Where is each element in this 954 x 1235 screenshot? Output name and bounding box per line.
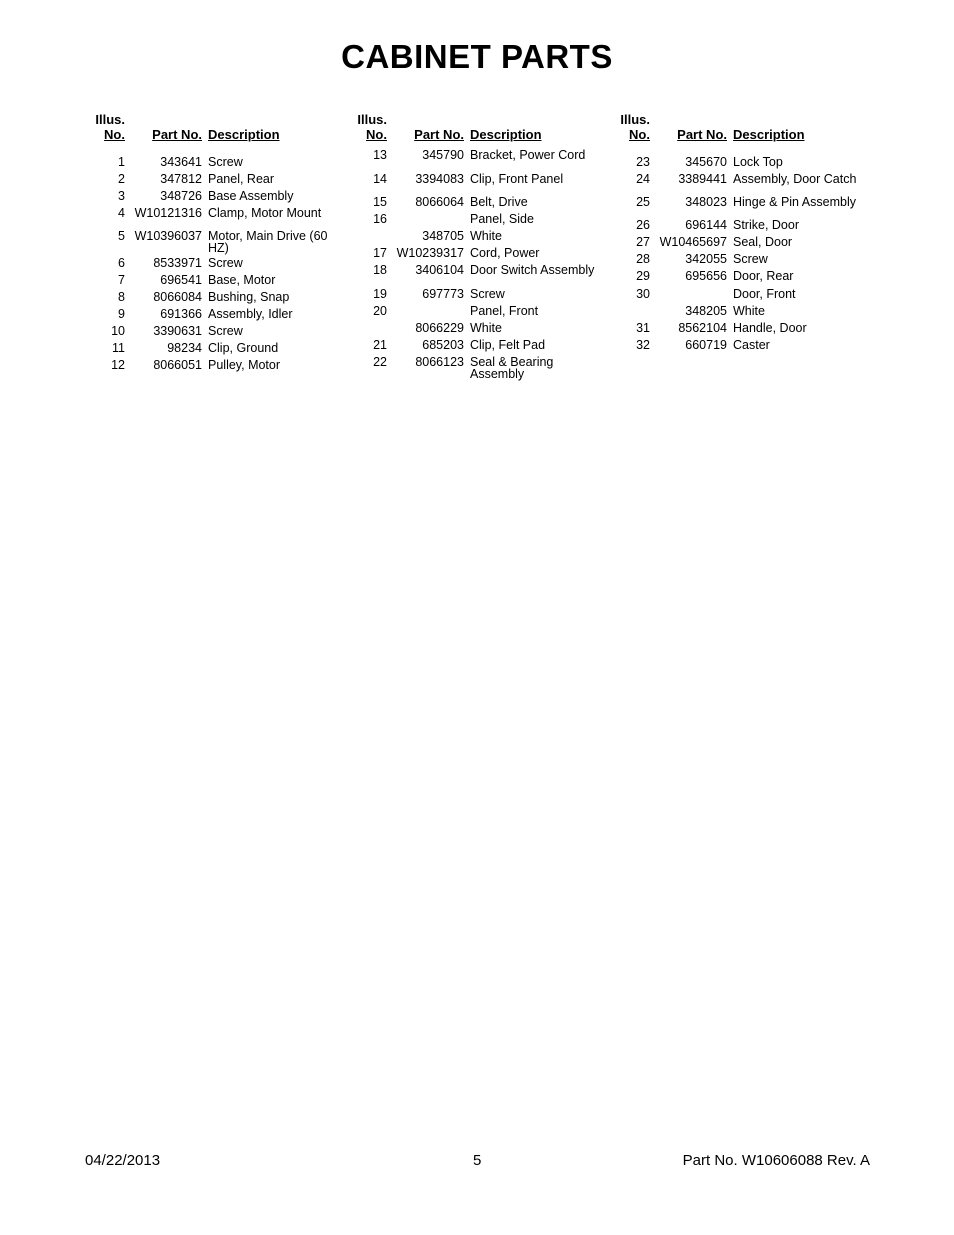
part-number: 8066084 (153, 290, 202, 304)
header-part-no-label: Part No. (414, 127, 464, 142)
illus-no: 21 (373, 338, 387, 352)
part-description: White (733, 304, 765, 318)
part-number: 685203 (422, 338, 464, 352)
part-number: 3394083 (415, 172, 464, 186)
part-number: 8066051 (153, 358, 202, 372)
part-number: W10121316 (134, 206, 202, 220)
illus-no: 27 (636, 235, 650, 249)
illus-no: 24 (636, 172, 650, 186)
header-description-label: Description (208, 127, 280, 142)
footer-page-number: 5 (473, 1152, 482, 1169)
header-illus: Illus. (620, 112, 650, 127)
illus-no: 29 (636, 269, 650, 283)
illus-no: 17 (373, 246, 387, 260)
part-description: White (470, 321, 502, 335)
illus-no: 4 (118, 206, 125, 220)
part-description: Strike, Door (733, 218, 799, 232)
illus-no: 19 (373, 287, 387, 301)
part-description: Belt, Drive (470, 195, 528, 209)
part-number: 696541 (160, 273, 202, 287)
illus-no: 5 (118, 229, 125, 243)
illus-no: 10 (111, 324, 125, 338)
header-part-no-label: Part No. (677, 127, 727, 142)
illus-no: 6 (118, 256, 125, 270)
part-number: 348205 (685, 304, 727, 318)
part-description: Motor, Main Drive (60 HZ) (208, 229, 328, 255)
part-description: Base, Motor (208, 273, 276, 287)
part-description: Seal & Bearing Assembly (470, 355, 554, 381)
part-description: Screw (208, 324, 243, 338)
part-number: 695656 (685, 269, 727, 283)
illus-no: 2 (118, 172, 125, 186)
illus-no: 15 (373, 195, 387, 209)
part-number: 696144 (685, 218, 727, 232)
part-description: Door Switch Assembly (470, 263, 595, 277)
header-no (347, 127, 387, 142)
header-description-label: Description (470, 127, 542, 142)
illus-no: 26 (636, 218, 650, 232)
illus-no: 7 (118, 273, 125, 287)
part-description: Bushing, Snap (208, 290, 290, 304)
illus-no: 16 (373, 212, 387, 226)
part-number: 342055 (685, 252, 727, 266)
illus-no: 13 (373, 148, 387, 162)
part-description: Seal, Door (733, 235, 793, 249)
illus-no: 12 (111, 358, 125, 372)
header-part-no (145, 127, 202, 142)
part-number: 8562104 (678, 321, 727, 335)
header-part-no (407, 127, 464, 142)
illus-no: 8 (118, 290, 125, 304)
part-description: Clip, Front Panel (470, 172, 564, 186)
illus-no: 14 (373, 172, 387, 186)
part-description: Hinge & Pin Assembly (733, 195, 856, 209)
part-description: Assembly, Door Catch (733, 172, 857, 186)
header-description (733, 127, 805, 142)
illus-no: 25 (636, 195, 650, 209)
part-number: 348726 (160, 189, 202, 203)
page-title: CABINET PARTS (341, 38, 613, 75)
header-illus: Illus. (95, 112, 125, 127)
part-description: Pulley, Motor (208, 358, 281, 372)
part-number: W10465697 (659, 235, 727, 249)
part-description: Lock Top (733, 155, 783, 169)
header-no (610, 127, 650, 142)
illus-no: 31 (636, 321, 650, 335)
part-description: Door, Front (733, 287, 796, 301)
part-number: 343641 (160, 155, 202, 169)
header-illus: Illus. (357, 112, 387, 127)
part-description: Cord, Power (470, 246, 540, 260)
header-no-label: No. (104, 127, 125, 142)
part-number: 348705 (422, 229, 464, 243)
illus-no: 9 (118, 307, 125, 321)
part-number: W10239317 (396, 246, 464, 260)
illus-no: 3 (118, 189, 125, 203)
header-part-no (670, 127, 727, 142)
header-description (470, 127, 542, 142)
part-description: Clip, Felt Pad (470, 338, 546, 352)
part-description: Caster (733, 338, 770, 352)
part-description: Panel, Front (470, 304, 539, 318)
part-description: Screw (208, 256, 243, 270)
part-number: 697773 (422, 287, 464, 301)
part-description: Screw (733, 252, 768, 266)
part-number: 348023 (685, 195, 727, 209)
part-number: 691366 (160, 307, 202, 321)
header-description-label: Description (733, 127, 805, 142)
part-description: Handle, Door (733, 321, 807, 335)
header-part-no-label: Part No. (152, 127, 202, 142)
part-description: Panel, Rear (208, 172, 275, 186)
header-description (208, 127, 280, 142)
header-no (85, 127, 125, 142)
illus-no: 1 (118, 155, 125, 169)
header-no-label: No. (629, 127, 650, 142)
part-description: Assembly, Idler (208, 307, 293, 321)
part-description: Clamp, Motor Mount (208, 206, 322, 220)
part-description: Door, Rear (733, 269, 794, 283)
part-description: Base Assembly (208, 189, 294, 203)
part-number: W10396037 (134, 229, 202, 243)
part-description: Screw (470, 287, 505, 301)
header-no-label: No. (366, 127, 387, 142)
part-number: 8066123 (415, 355, 464, 369)
part-number: 345670 (685, 155, 727, 169)
part-number: 347812 (160, 172, 202, 186)
part-description: Panel, Side (470, 212, 534, 226)
part-description: Screw (208, 155, 243, 169)
illus-no: 23 (636, 155, 650, 169)
illus-no: 28 (636, 252, 650, 266)
part-number: 3406104 (415, 263, 464, 277)
part-number: 3390631 (153, 324, 202, 338)
part-number: 660719 (685, 338, 727, 352)
part-number: 98234 (167, 341, 202, 355)
part-number: 8533971 (153, 256, 202, 270)
illus-no: 32 (636, 338, 650, 352)
part-number: 8066229 (415, 321, 464, 335)
part-number: 3389441 (678, 172, 727, 186)
footer-date: 04/22/2013 (85, 1152, 161, 1169)
illus-no: 20 (373, 304, 387, 318)
illus-no: 22 (373, 355, 387, 369)
part-description: White (470, 229, 502, 243)
footer-part-revision: Part No. W10606088 Rev. A (682, 1152, 870, 1169)
illus-no: 11 (112, 341, 125, 355)
illus-no: 30 (636, 287, 650, 301)
part-number: 8066064 (415, 195, 464, 209)
part-description: Bracket, Power Cord (470, 148, 586, 162)
part-description: Clip, Ground (208, 341, 279, 355)
part-number: 345790 (422, 148, 464, 162)
illus-no: 18 (373, 263, 387, 277)
